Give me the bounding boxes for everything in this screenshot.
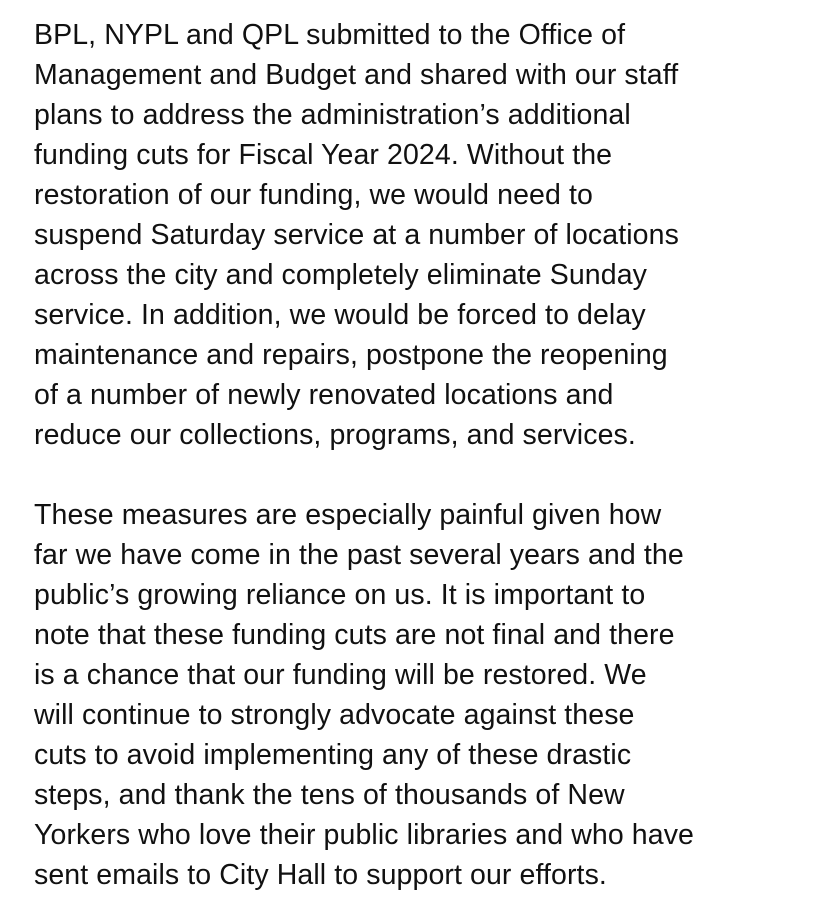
paragraph-advocacy: These measures are especially painful given how far we have come in the past several years and the public’s growing reliance on us. It is important to note that these funding cuts are not final and there is a chance that our funding will be restored. We will continue to strongly advocate against these cuts to avoid implementing any of these drastic steps, and thank the tens of thousands of New Yorkers who love their public libraries and who have sent emails to City Hall to support our efforts.: [34, 499, 695, 891]
document-body: [34, 15, 824, 895]
paragraph-funding-cuts: BPL, NYPL and QPL submitted to the Office of Management and Budget and shared with our staff plans to address the administration’s additional funding cuts for Fiscal Year 2024. Without the restoration of our funding, we would need to suspend Saturday service at a number of locations across the city and completely eliminate Sunday service. In addition, we would be forced to delay maintenance and repairs, postpone the reopening of a number of newly renovated locations and reduce our collections, programs, and services.: [34, 19, 679, 451]
